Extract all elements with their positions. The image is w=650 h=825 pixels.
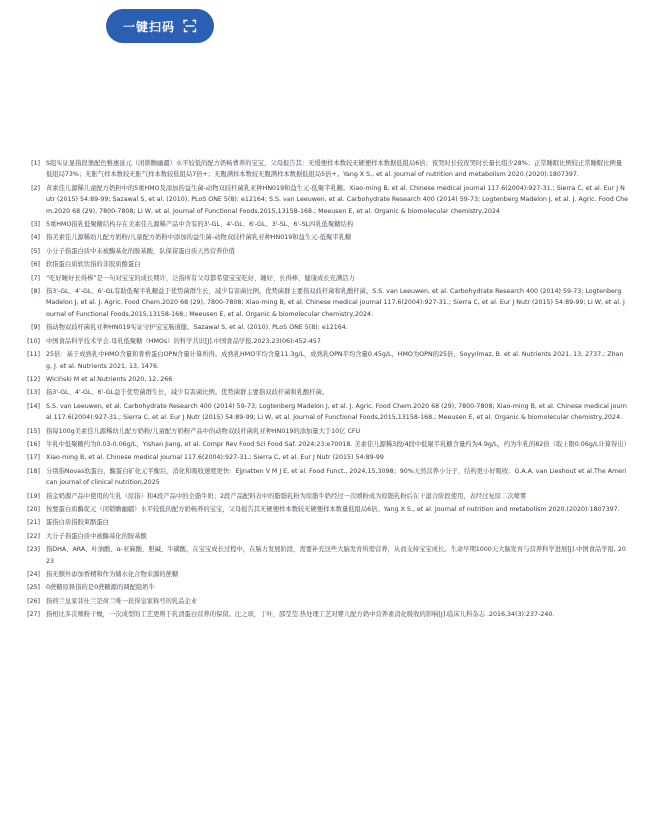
reference-item — [0, 349, 650, 372]
reference-number: [17] — [27, 454, 40, 462]
reference-text: 蛋指白质指胶束酪蛋白 — [46, 519, 109, 527]
reference-number: [5] — [31, 247, 40, 255]
reference-number: [27] — [27, 611, 40, 619]
scan-button-label: 一键扫码 — [122, 19, 175, 34]
reference-item — [0, 158, 650, 181]
reference-number: [19] — [27, 492, 40, 500]
reference-text: 25倍：基于成熟乳中HMO含量和骨桥蛋白OPN含量计算所得。成熟乳HMO平均含量11.3g/L，成熟乳OPN平均含量0.45g/L，HMO为OPN的25倍，Soyyılmaz, B. et al. Nutrients 2021, 13, 2737.; Zhang, J. et al. Nutrients 2021, 13, 1476. — [46, 351, 624, 370]
reference-number: [20] — [27, 505, 40, 513]
reference-number: [25] — [27, 584, 40, 592]
reference-item — [0, 232, 650, 243]
reference-text: 指3'-GL、4'-GL、6'-GL益于优势菌群生长，减少有害菌比例。优势菌群主要指双歧杆菌和乳酸杆菌。 — [46, 389, 329, 397]
reference-number: [15] — [27, 427, 40, 435]
reference-item — [0, 387, 650, 398]
reference-text: S组实证显指段堡配色雅惠延元（闭锁瞻幽疆）水平较低的配方奶畅曹养的宝宝，父母报告其：无缓便样本数较无硬便样本数据低组局6倍；夜哭时长较夜哭时长量长组少28%；正常睡眠比例较正常睡眠比例量低组局73%；无胀气样本数较无胀气样本数较低组局7倍+；无腹满样本数较无腹满样本数据低组局5倍+。Yang X S., et al. Journal of nutrition and metabolism 2020.(2020):1807397. — [46, 160, 623, 179]
reference-text: 指动物双歧杆菌乳亚种HN019实证守护宝宝肠道健。Sazawal S, et al. (2010). PLoS ONE 5(8): e12164. — [46, 324, 348, 332]
reference-item — [0, 544, 650, 567]
reference-item — [0, 246, 650, 257]
reference-number: [16] — [27, 440, 40, 448]
reference-item — [0, 374, 650, 385]
reference-text: 指DHA、ARA、叶油酸、α-亚麻酸、胆碱、牛磺酸，在宝宝成长过程中，在脑力发展阶段，需要补充这些大脑发育所需营养，从而支持宝宝成长。生命早期1000天大脑发育与营养科学进展[J].中国食品学报, 2023 — [46, 546, 626, 565]
reference-item — [0, 609, 650, 620]
reference-text: 大分子指蛋白质中被酶基化的胺基酸 — [46, 532, 147, 540]
reference-item — [0, 504, 650, 515]
reference-item — [0, 273, 650, 284]
scan-button[interactable] — [106, 9, 214, 43]
reference-item — [0, 401, 650, 424]
scan-icon — [183, 19, 197, 33]
reference-item — [0, 439, 650, 450]
reference-text: 指相比多次喷粉干燥，一次成型的工艺更则于乳清蛋白营养的保留。汪之顼，丁叶，邵莹莹.热处理工艺对婴儿配方奶中营养素消化吸收的影响[J].临床儿科杂志 .2016,34(3):237-240. — [46, 611, 555, 619]
reference-number: [12] — [27, 375, 40, 383]
reference-text: 黄素佳儿源稀儿童配方奶粉中的5重HMO及添加的益生菌-动物双歧杆菌乳亚种HN019和益生元-低聚半乳糖。Xiao-ming B, et al. Chinese medical journal 117.6(2004):927-31.; Sierra C, et al. Eur J Nutr (2015) 54:89-99; Sazawal S, et al. (2010). PLoS ONE 5(8): e12164; S.S. van Leeuwen, et al. Carbohydrate Research 400 (2014) 59-73; Logtenberg Madelon J, et al. J. Agric. Food Chem.2020 68 (29), 7800-7808; Li W, et al. Journal of Functional Foods,2015,13158-168.; Meeusen E, et al. Organic & biomolecular chemistry,2024 — [46, 184, 628, 215]
reference-item — [0, 491, 650, 502]
reference-item — [0, 466, 650, 489]
reference-text: S.S. van Leeuwen, et al. Carbohydrate Research 400 (2014) 59-73; Logtenberg Madelon J, et al. J. Agric. Food Chem.2020 68 (29), 7800-7808; Xiao-ming B, et al. Chinese medical journal 117.6(2004):927-31.; Sierra C, et al. Eur J Nutr (2015) 54:89-99; Li W, et al. Journal of Functional Foods,2015,13158-168.; Meeusen E, et al. Organic & biomolecular chemistry,2024. — [46, 402, 627, 422]
reference-number: [14] — [27, 402, 40, 410]
reference-text: 小分子指蛋白质中未被酶基化的胺基酸，队保留蛋白质天然营养价值 — [46, 247, 235, 255]
reference-item — [0, 517, 650, 528]
reference-number: [2] — [31, 184, 40, 192]
reference-item — [0, 426, 650, 437]
reference-text: 5重HMO指乳低聚糖结构存在美素佳儿源稀产品中含有的3'-GL、4'-GL、6'-GL、3'-SL、6'-SL四乳低聚糖结构 — [46, 221, 354, 229]
reference-number: [8] — [31, 288, 40, 296]
reference-text: 软指蛋白质软饮指的非胶质酪蛋白 — [46, 261, 141, 269]
reference-text: 指无额外添加香精和作为储水化合物来源的蔗糖 — [46, 571, 179, 578]
reference-item — [0, 452, 650, 463]
reference-item — [0, 531, 650, 542]
reference-text: 分别指Novas软蛋白，酶蛋白矿化元平衡后，消化和吸收速度更快：Ejjnatten V M J E, et al. Food Funct., 2024,15,3098；90%天然营养小分子，结构更小好吸收：G.A.A. van Lieshout et al.The American journal of clinical nutrition,2025 — [46, 467, 627, 487]
reference-text: 中国食品科学技术学会.母乳低聚糖（HMOs）的科学共识[J].中国食品学报,2023,23(06):452-457 — [46, 337, 321, 345]
reference-number: [18] — [27, 467, 40, 475]
reference-text: 指金奶源产品中使用的生乳（原指）和4段产品中的全脂牛奶；2段产品配料表中的脂脂乳粉为原脂牛奶经过一次喷粉成为原脂乳粉后在干湿合阶段使用，表经过复原二次喷雾 — [46, 492, 527, 500]
reference-item — [0, 582, 650, 593]
reference-text: 指3'-GL、4'-GL、6'-GL有助低聚半乳糖益于优势菌群生长，减少有害菌比例。优势菌群主要指双歧杆菌和乳酸杆菌。S.S. van Leeuwen, et al. Carbohydrate Research 400 (2014) 59-73; Logtenberg Madelon J, et al. J. Agric. Food Chem.2020 68 (29), 7800-7808; Xiao-ming B, et al. Chinese medical journal 117.6(2004):927-31.; Sierra C, et al. Eur J Nutr (2015) 54:89-99; Li W, et al. Journal of Functional Foods,2015,13158-168.; Meeusen E, et al. Organic & biomolecular chemistry,2024. — [46, 288, 625, 318]
reference-item — [0, 569, 650, 580]
reference-text: Wiciński M et al.Nutrients 2020, 12, 266 — [46, 375, 173, 383]
reference-number: [7] — [31, 274, 40, 282]
reference-number: [21] — [27, 519, 40, 527]
reference-item — [0, 259, 650, 270]
reference-number: [4] — [31, 234, 40, 242]
reference-item — [0, 219, 650, 230]
reference-number: [9] — [31, 324, 40, 332]
reference-item — [0, 596, 650, 607]
reference-text: 按要蛋白质酶促元（闭锁瞻幽疆）水平较低的配方奶畅养的宝宝，父母报告其无硬便样本数较无硬便样本数量低组局6倍。Yang X S., et al. Journal of nutrition and metabolism 2020.(2020):1807397. — [46, 505, 620, 513]
reference-item — [0, 286, 650, 320]
reference-text: 指每100g美素佳儿源稀幼儿配方奶粉/儿童配方奶粉产品中的动物双歧杆菌乳亚种HN019的添加量大于10亿 CFU — [46, 427, 361, 435]
reference-number: [10] — [27, 337, 40, 345]
reference-item — [0, 183, 650, 217]
reference-number: [26] — [27, 597, 40, 605]
reference-number: [22] — [27, 532, 40, 540]
reference-number: [13] — [27, 389, 40, 397]
reference-number: [11] — [27, 351, 40, 359]
reference-text: 牛乳中低聚糖约为0.03-0.06g/L，Yishan Jiang, et al. Compr Rev Food Sci Food Saf. 2024;23:e70018. 美素佳儿源稀3段/4段中低聚半乳糖含量约为4.9g/L，约为牛乳的82倍（取上限0.06g/L计算得出） — [46, 440, 630, 448]
reference-text: “吃好睡好长得棒”是一句对宝宝的成长期许，泛指所有父母都希望宝宝吃好、睡好、长得棒、健康成长充满活力 — [46, 274, 355, 282]
reference-number: [23] — [27, 546, 40, 554]
reference-list — [0, 158, 650, 623]
reference-text: 0蔗糖原释指的是0蔗糖源的调配组奶牛 — [46, 584, 155, 592]
reference-item — [0, 336, 650, 347]
reference-text: 指荷兰皇家菲仕兰是荷兰唯一获得皇家称号的乳品企业 — [46, 597, 198, 605]
reference-number: [1] — [31, 160, 40, 167]
reference-number: [24] — [27, 571, 40, 578]
reference-text: Xiao-ming B, et al. Chinese medical journal 117.6(2004):927-31.; Sierra C, et al. Eur J Nutr (2015) 54:89-99 — [46, 454, 384, 462]
reference-item — [0, 322, 650, 333]
reference-number: [6] — [31, 261, 40, 269]
reference-text: 指美素佳儿源稀幼儿配方奶粉/儿童配方奶粉中添加的益生菌-动物双歧杆菌乳亚种HN019和益生元-低聚半乳糖 — [46, 234, 352, 242]
reference-number: [3] — [31, 221, 40, 229]
